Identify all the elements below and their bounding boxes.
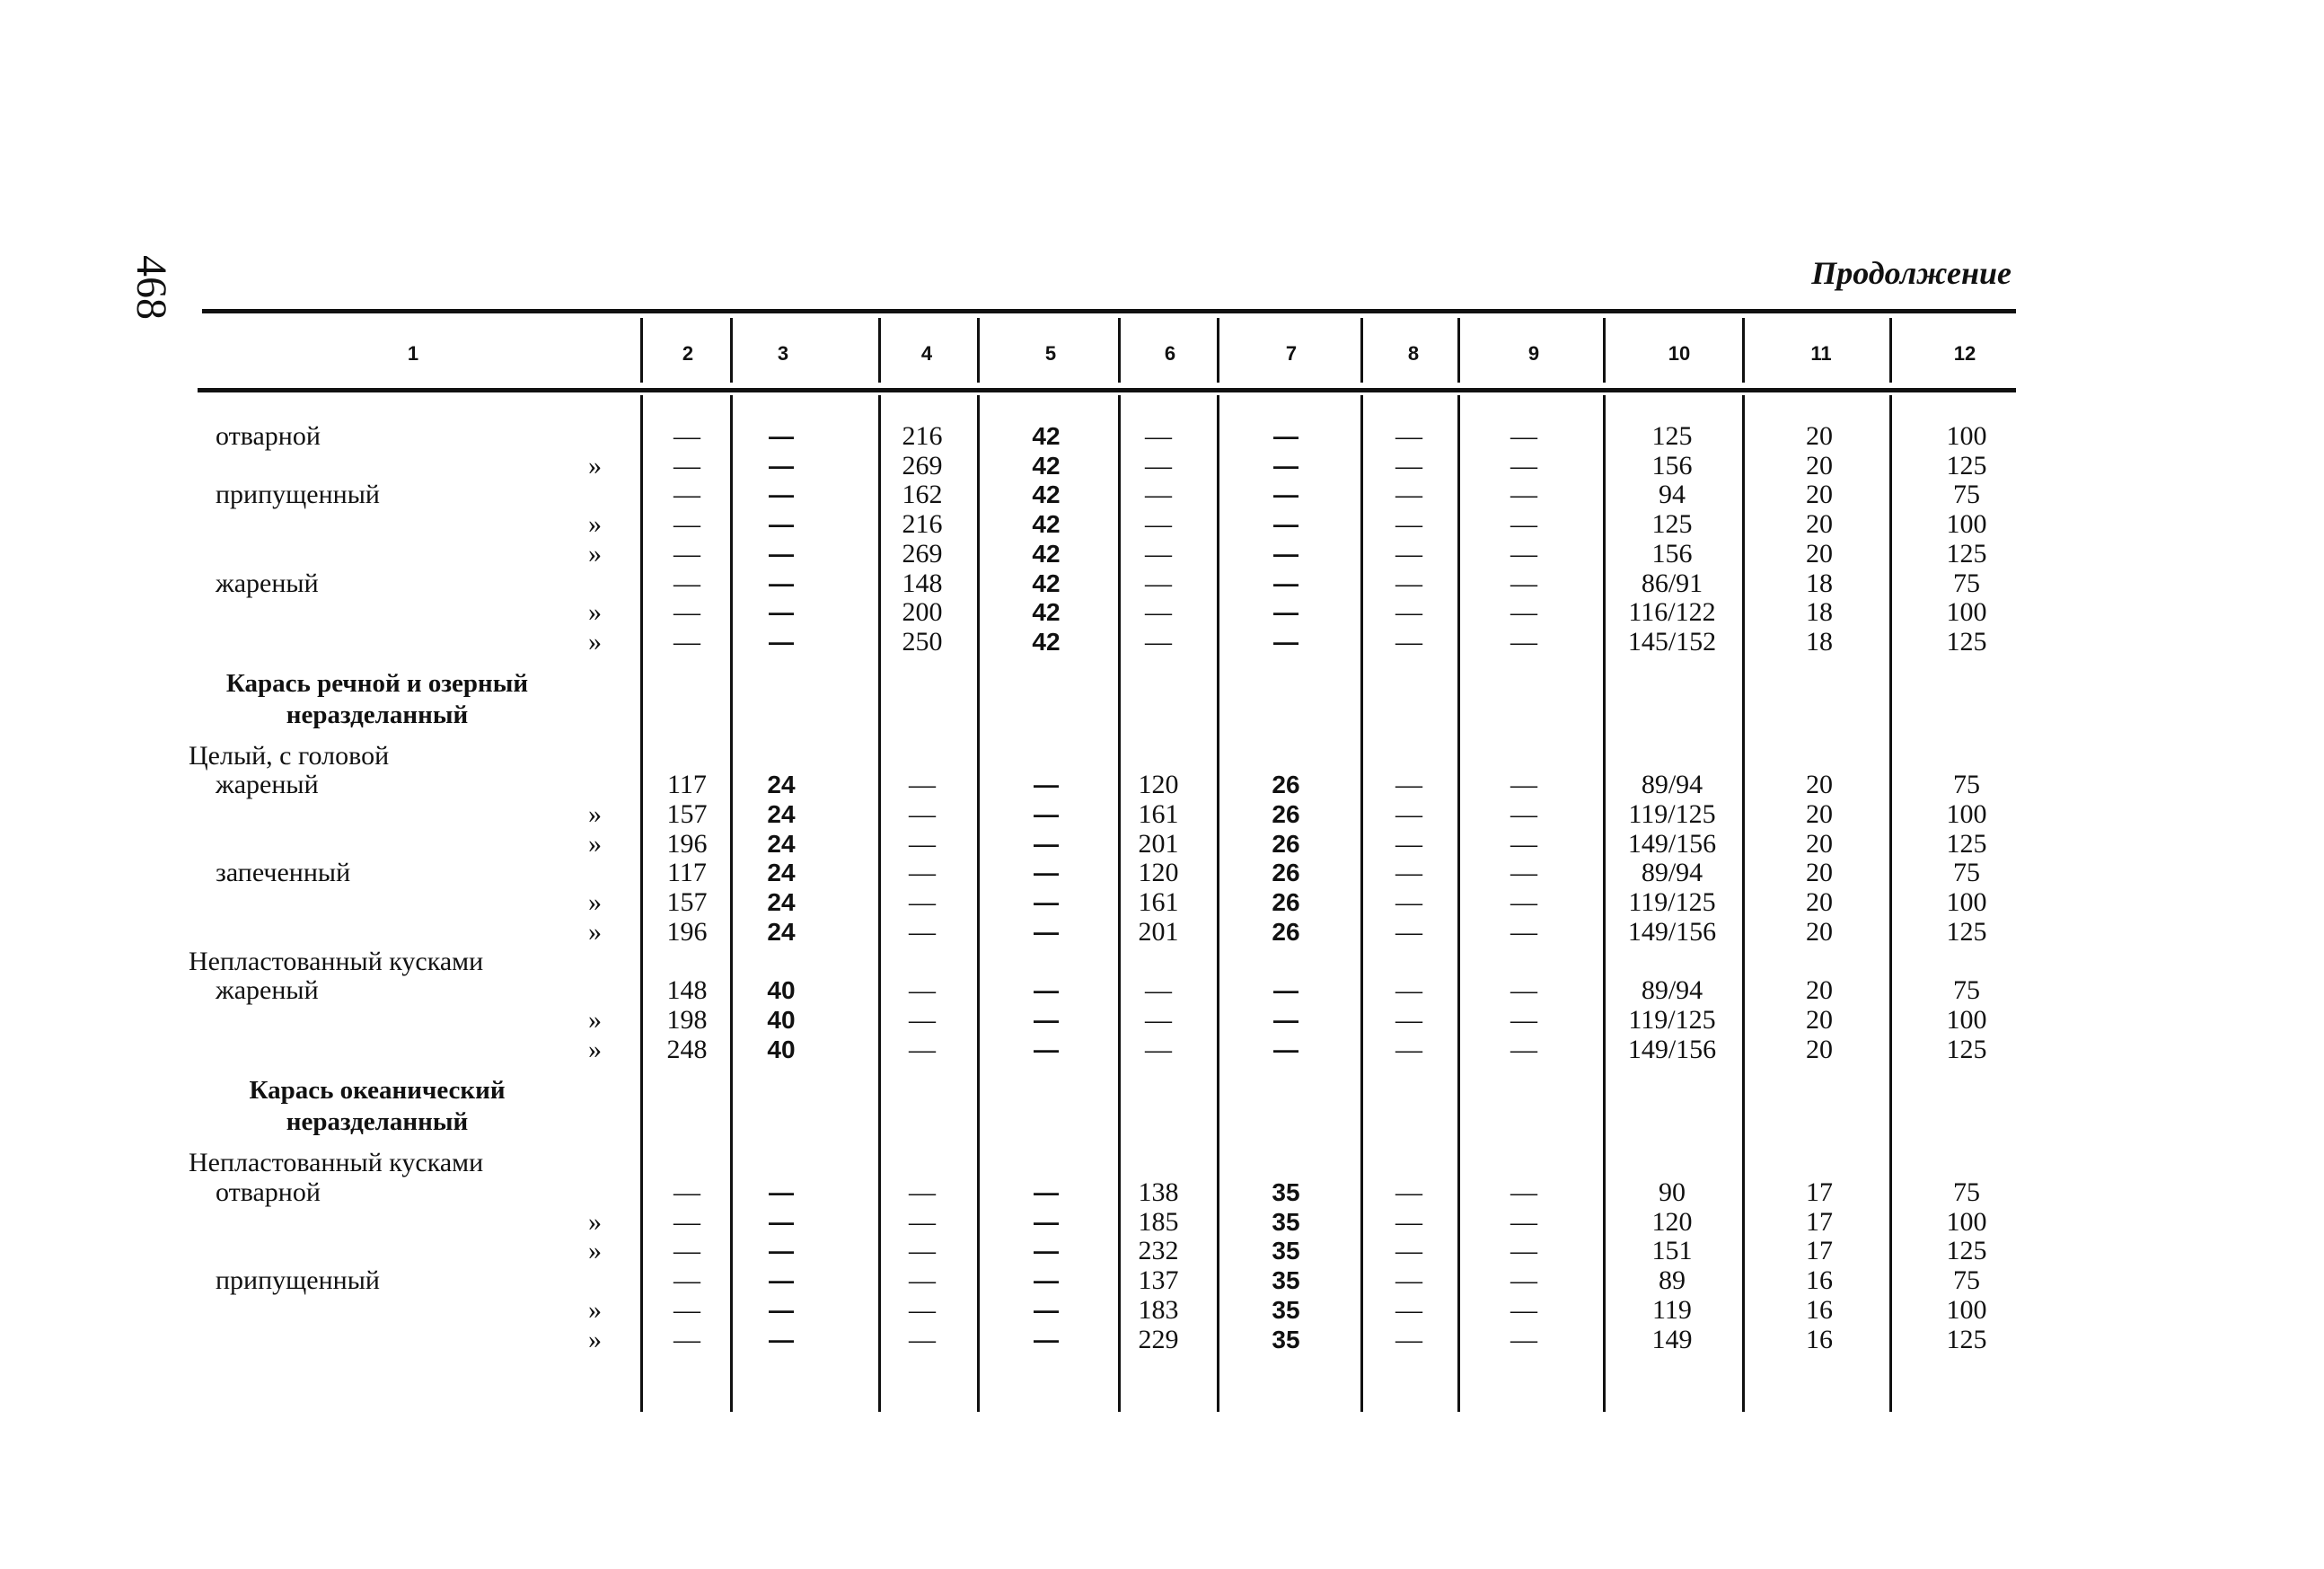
table-cell: — [1395,509,1422,540]
table-cell: — [1273,569,1298,597]
table-cell: — [673,450,700,480]
table-cell: 125 [1946,916,1987,947]
row-label: припущенный [216,1265,380,1296]
table-cell: — [1510,1206,1537,1237]
table-cell: — [769,598,794,627]
table-cell: 75 [1953,975,1980,1006]
table-cell: 250 [902,626,943,657]
table-cell: 125 [1946,828,1987,859]
table-cell: 26 [1272,800,1300,828]
table-cell: 42 [1032,598,1061,627]
table-cell: 119/125 [1628,1004,1716,1035]
table-cell: — [769,510,794,539]
column-header-10: 10 [1668,342,1691,365]
table-cell: — [1395,887,1422,918]
row-label: отварной [216,1177,321,1207]
table-cell: 20 [1806,828,1833,859]
table-cell: 20 [1806,770,1833,800]
table-cell: — [1034,1237,1059,1265]
table-cell: 20 [1806,916,1833,947]
table-cell: 17 [1806,1236,1833,1266]
table-cell: — [1395,975,1422,1006]
table-cell: 35 [1272,1266,1300,1295]
table-cell: 35 [1272,1295,1300,1324]
table-cell: 35 [1272,1237,1300,1265]
table-cell: — [1395,858,1422,888]
table-cell: 120 [1138,770,1179,800]
table-cell: 196 [666,828,708,859]
table-cell: 18 [1806,597,1833,628]
table-cell: — [909,1236,936,1266]
table-cell: 100 [1946,597,1987,628]
table-cell: — [1510,858,1537,888]
table-cell: — [1510,597,1537,628]
table-cell: 125 [1651,421,1693,451]
table-cell: — [909,1004,936,1035]
table-cell: 125 [1946,1034,1987,1064]
table-cell: 156 [1651,538,1693,569]
table-cell: — [769,480,794,509]
table-cell: 148 [902,568,943,598]
table-cell: — [1510,887,1537,918]
table-cell: — [1510,1324,1537,1354]
column-header-4: 4 [920,342,933,365]
column-header-2: 2 [682,342,694,365]
table-cell: — [673,568,700,598]
table-cell: 138 [1138,1177,1179,1207]
table-cell: — [1395,916,1422,947]
table-cell: — [769,1178,794,1206]
table-cell: — [909,1206,936,1237]
table-cell: — [769,1266,794,1295]
table-cell: — [1273,1005,1298,1034]
table-cell: — [1145,568,1172,598]
row-label: Непластованный кусками [189,946,484,976]
table-cell: — [1395,1294,1422,1325]
table-cell: 40 [767,1035,796,1063]
table-cell: 20 [1806,1004,1833,1035]
table-cell: 24 [767,917,796,946]
column-header-1: 1 [407,342,419,365]
table-cell: — [1034,1005,1059,1034]
table-cell: 100 [1946,1206,1987,1237]
table-cell: 216 [902,421,943,451]
table-cell: 20 [1806,858,1833,888]
table-cell: — [909,1294,936,1325]
table-cell: 216 [902,509,943,540]
table-cell: 148 [666,975,708,1006]
table-cell: — [1395,450,1422,480]
table-cell: — [1395,1177,1422,1207]
row-label: Целый, с головой [189,740,390,771]
table-cell: 16 [1806,1324,1833,1354]
table-cell: 24 [767,859,796,887]
row-label: » [588,597,602,628]
table-cell: 183 [1138,1294,1179,1325]
table-cell: — [1395,568,1422,598]
table-cell: 42 [1032,539,1061,568]
table-cell: — [673,626,700,657]
table-cell: — [769,539,794,568]
table-cell: — [1395,1004,1422,1035]
table-cell: 120 [1651,1206,1693,1237]
table-cell: — [769,1207,794,1236]
table-cell: — [769,569,794,597]
table-cell: — [1395,538,1422,569]
table-cell: 125 [1946,626,1987,657]
table-cell: 125 [1946,450,1987,480]
table-cell: 24 [767,800,796,828]
table-cell: 120 [1138,858,1179,888]
table-cell: — [1510,916,1537,947]
table-cell: 75 [1953,1265,1980,1296]
table-cell: 16 [1806,1265,1833,1296]
table-cell: 232 [1138,1236,1179,1266]
row-label: » [588,887,602,918]
table-cell: — [909,975,936,1006]
table-cell: 198 [666,1004,708,1035]
table-cell: 16 [1806,1294,1833,1325]
table-cell: 20 [1806,1034,1833,1064]
table-cell: 125 [1651,509,1693,540]
table-cell: 42 [1032,480,1061,509]
table-cell: 24 [767,829,796,858]
table-cell: — [1510,1177,1537,1207]
table-cell: — [909,1177,936,1207]
column-header-6: 6 [1164,342,1176,365]
table-cell: — [1034,800,1059,828]
table-cell: — [1273,539,1298,568]
table-cell: 145/152 [1627,626,1717,657]
table-cell: — [1510,1034,1537,1064]
table-cell: 137 [1138,1265,1179,1296]
table-cell: — [1510,828,1537,859]
table-cell: 42 [1032,569,1061,597]
table-cell: — [1510,538,1537,569]
table-cell: — [1395,1236,1422,1266]
table-cell: — [1034,829,1059,858]
table-cell: — [1273,1035,1298,1063]
table-cell: 100 [1946,887,1987,918]
table-cell: — [909,1034,936,1064]
table-cell: — [769,1325,794,1353]
table-cell: 119/125 [1628,799,1716,829]
table-cell: — [909,828,936,859]
table-cell: 20 [1806,421,1833,451]
table-cell: — [1510,1236,1537,1266]
table-cell: — [1510,1004,1537,1035]
table-cell: — [769,1237,794,1265]
table-cell: — [909,799,936,829]
row-label: » [588,626,602,657]
table-cell: 75 [1953,1177,1980,1207]
table-cell: — [769,627,794,656]
column-header-12: 12 [1953,342,1976,365]
table-cell: — [673,1324,700,1354]
table-cell: — [673,1177,700,1207]
table-cell: — [1273,598,1298,627]
table-cell: 100 [1946,421,1987,451]
table-cell: 18 [1806,626,1833,657]
table-cell: — [1034,859,1059,887]
column-header-9: 9 [1527,342,1540,365]
row-label: » [588,1004,602,1035]
table-cell: 20 [1806,799,1833,829]
table-cell: 24 [767,888,796,917]
table-cell: — [1510,1265,1537,1296]
table-cell: 35 [1272,1325,1300,1353]
table-cell: — [1510,568,1537,598]
table-cell: 17 [1806,1206,1833,1237]
table-cell: — [673,421,700,451]
table-cell: — [1395,799,1422,829]
table-cell: 149 [1651,1324,1693,1354]
table-cell: — [909,1324,936,1354]
table-cell: — [673,509,700,540]
table-cell: 42 [1032,627,1061,656]
table-cell: 40 [767,1005,796,1034]
page-number: 468 [128,255,175,320]
table-cell: — [1510,480,1537,510]
row-label: » [588,1324,602,1354]
table-cell: — [1395,1206,1422,1237]
table-cell: — [1145,450,1172,480]
table-cell: — [909,770,936,800]
table-cell: 75 [1953,480,1980,510]
row-label: » [588,1034,602,1064]
table-cell: 149/156 [1627,828,1717,859]
table-cell: — [1034,771,1059,799]
table-cell: 75 [1953,770,1980,800]
table-cell: — [769,1295,794,1324]
table-cell: 40 [767,976,796,1005]
table-cell: 125 [1946,538,1987,569]
table-cell: 20 [1806,538,1833,569]
table-cell: 119/125 [1628,887,1716,918]
table-cell: — [1395,1324,1422,1354]
table-cell: 269 [902,450,943,480]
table-cell: — [1510,799,1537,829]
table-cell: — [1510,421,1537,451]
column-header-11: 11 [1810,342,1832,365]
table-cell: 269 [902,538,943,569]
table-cell: 90 [1659,1177,1686,1207]
table-cell: 42 [1032,422,1061,450]
row-label: » [588,1206,602,1237]
table-cell: 248 [666,1034,708,1064]
column-header-8: 8 [1407,342,1420,365]
table-cell: — [1273,422,1298,450]
section-heading: Карась речной и озерный неразделанный [225,668,529,729]
table-cell: — [1145,626,1172,657]
table-cell: — [1034,1035,1059,1063]
table-cell: 151 [1651,1236,1693,1266]
table-cell: — [1034,888,1059,917]
table-cell: — [909,858,936,888]
table-cell: 20 [1806,975,1833,1006]
table-cell: 17 [1806,1177,1833,1207]
table-cell: — [1145,480,1172,510]
table-cell: 20 [1806,887,1833,918]
table-cell: — [673,1236,700,1266]
table-cell: — [1145,538,1172,569]
table-cell: — [1273,627,1298,656]
table-cell: — [1145,421,1172,451]
row-label: » [588,1236,602,1266]
table-cell: 161 [1138,799,1179,829]
table-cell: 162 [902,480,943,510]
table-cell: 26 [1272,859,1300,887]
table-cell: — [1034,1266,1059,1295]
table-cell: — [1395,597,1422,628]
table-cell: — [1145,1004,1172,1035]
table-cell: 89/94 [1641,975,1703,1006]
table-cell: — [1273,480,1298,509]
table-cell: 117 [667,858,707,888]
column-header-7: 7 [1285,342,1298,365]
table-cell: 149/156 [1627,916,1717,947]
table-cell: 229 [1138,1324,1179,1354]
table-cell: 26 [1272,917,1300,946]
table-cell: — [1510,509,1537,540]
table-cell: 42 [1032,451,1061,480]
table-cell: 94 [1659,480,1686,510]
table-cell: 20 [1806,480,1833,510]
table-cell: — [1034,1178,1059,1206]
table-cell: 89/94 [1641,858,1703,888]
table-cell: 196 [666,916,708,947]
table-cell: — [673,1206,700,1237]
table-cell: — [1395,828,1422,859]
table-cell: — [673,480,700,510]
table-cell: — [1034,976,1059,1005]
row-label: жареный [216,770,319,800]
table-cell: — [1145,975,1172,1006]
table-cell: — [1395,421,1422,451]
table-cell: 156 [1651,450,1693,480]
table-cell: 116/122 [1628,597,1716,628]
table-cell: 185 [1138,1206,1179,1237]
row-label: » [588,538,602,569]
column-header-3: 3 [777,342,789,365]
table-cell: 161 [1138,887,1179,918]
row-label: жареный [216,975,319,1006]
table-cell: — [909,916,936,947]
table-cell: 100 [1946,509,1987,540]
table-cell: 125 [1946,1324,1987,1354]
row-label: жареный [216,568,319,598]
row-label: » [588,799,602,829]
table-cell: 35 [1272,1207,1300,1236]
table-cell: — [1395,480,1422,510]
table-cell: 89/94 [1641,770,1703,800]
table-cell: — [1510,770,1537,800]
continuation-label: Продолжение [1811,255,2011,291]
table-cell: 149/156 [1627,1034,1717,1064]
table-cell: 35 [1272,1178,1300,1206]
table-cell: — [1145,597,1172,628]
table-cell: 200 [902,597,943,628]
table-cell: — [769,451,794,480]
table-cell: 26 [1272,771,1300,799]
table-cell: — [1395,1034,1422,1064]
table-cell: 100 [1946,1294,1987,1325]
table-cell: — [1034,1295,1059,1324]
table-cell: 20 [1806,450,1833,480]
table-cell: 26 [1272,829,1300,858]
table-cell: — [1395,626,1422,657]
row-label: » [588,1294,602,1325]
table-cell: — [1510,975,1537,1006]
row-label: » [588,509,602,540]
table-cell: — [1145,1034,1172,1064]
table-cell: — [1510,1294,1537,1325]
table-cell: 117 [667,770,707,800]
row-label: отварной [216,421,321,451]
table-cell: 86/91 [1641,568,1703,598]
table-cell: — [673,1294,700,1325]
row-label: припущенный [216,480,380,510]
table-cell: 201 [1138,828,1179,859]
section-heading: Карась океанический неразделанный [249,1076,506,1137]
row-label: Непластованный кусками [189,1148,484,1178]
table-cell: — [1273,976,1298,1005]
table-cell: — [1395,770,1422,800]
table-cell: — [909,1265,936,1296]
table-cell: 119 [1652,1294,1692,1325]
table-cell: 26 [1272,888,1300,917]
table-cell: 75 [1953,858,1980,888]
table-cell: 201 [1138,916,1179,947]
table-cell: — [1273,510,1298,539]
row-label: » [588,916,602,947]
table-cell: — [1034,917,1059,946]
table-cell: 89 [1659,1265,1686,1296]
table-cell: 18 [1806,568,1833,598]
table-cell: — [909,887,936,918]
column-header-5: 5 [1044,342,1057,365]
table-cell: — [1510,450,1537,480]
table-cell: 157 [666,887,708,918]
table-cell: — [673,597,700,628]
table-cell: — [673,1265,700,1296]
table-cell: 100 [1946,1004,1987,1035]
table-cell: — [1034,1325,1059,1353]
row-label: » [588,828,602,859]
table-cell: — [673,538,700,569]
table-cell: — [1273,451,1298,480]
table-cell: 125 [1946,1236,1987,1266]
table-cell: 20 [1806,509,1833,540]
row-label: » [588,450,602,480]
table-cell: — [769,422,794,450]
table-cell: 42 [1032,510,1061,539]
table-cell: 24 [767,771,796,799]
table-cell: — [1395,1265,1422,1296]
table-cell: — [1034,1207,1059,1236]
table-cell: — [1510,626,1537,657]
table-cell: 100 [1946,799,1987,829]
table-cell: 157 [666,799,708,829]
table-cell: — [1145,509,1172,540]
row-label: запеченный [216,858,351,888]
table-cell: 75 [1953,568,1980,598]
